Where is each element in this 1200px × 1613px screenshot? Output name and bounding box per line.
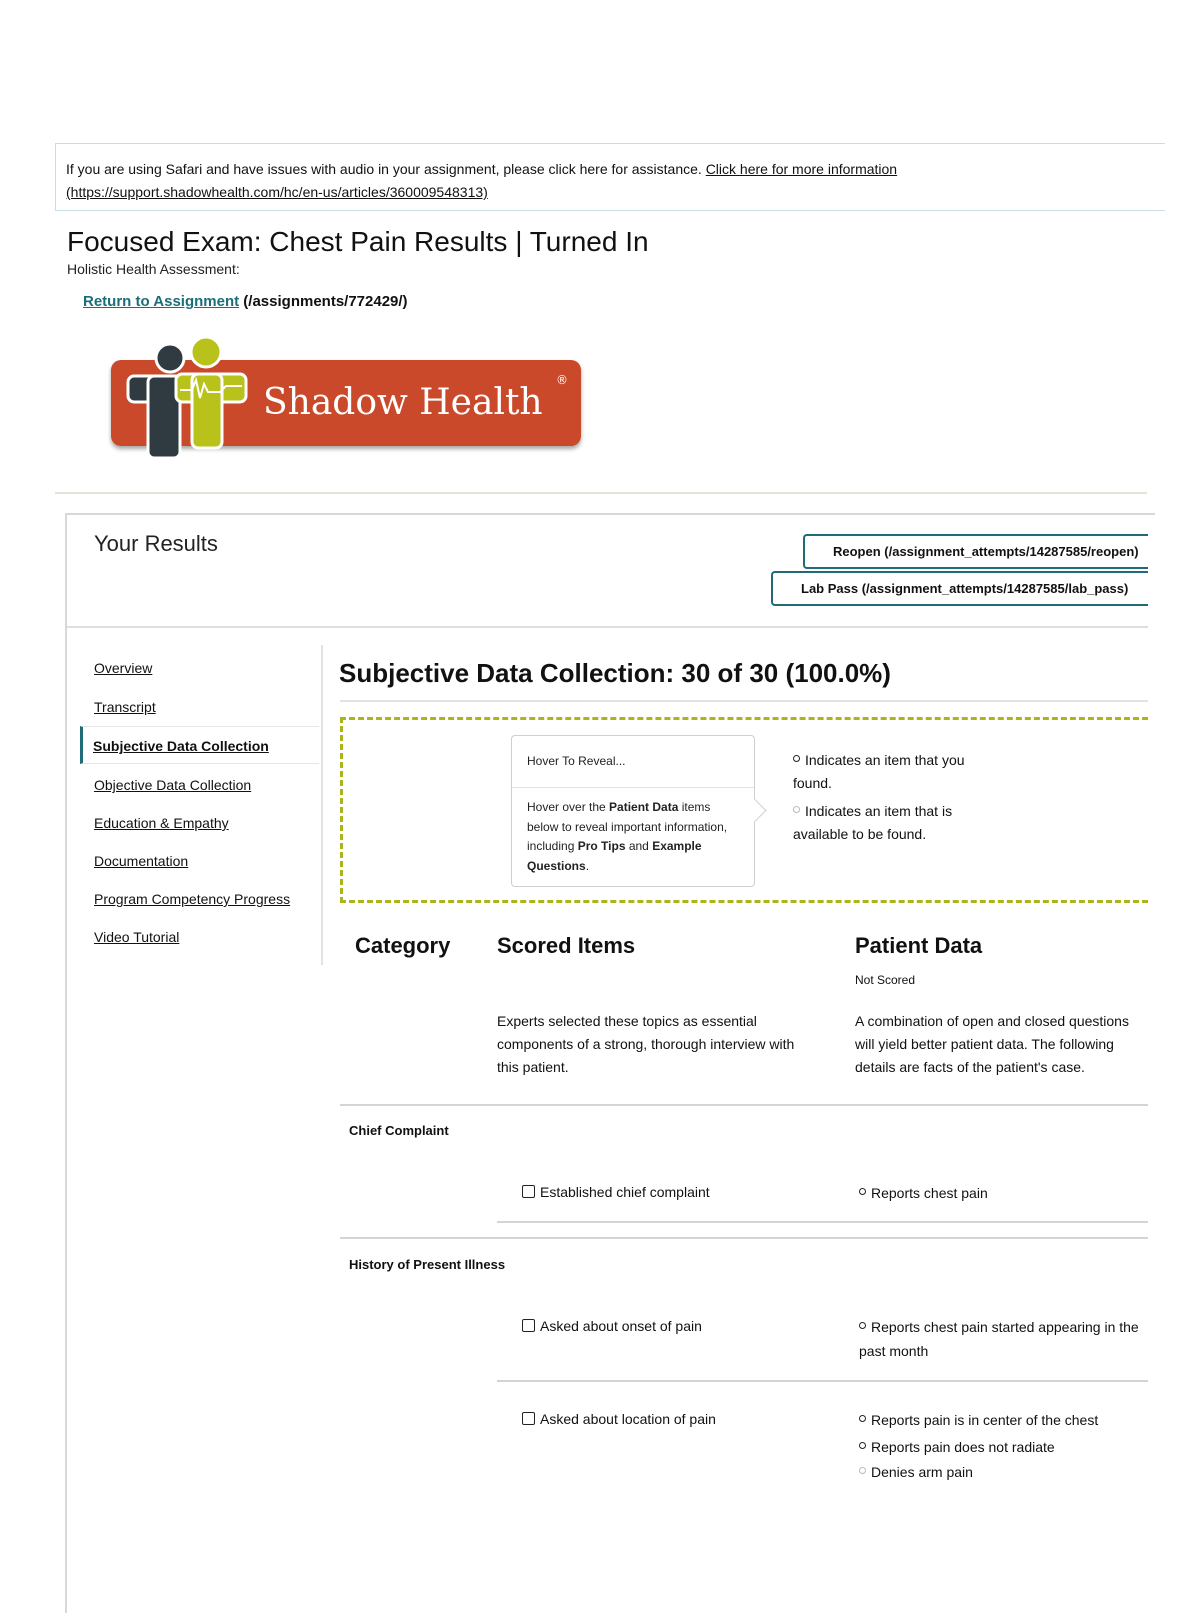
- tooltip-body: Hover over the Patient Data items below to reveal important information, including Pro Tips and Example Questions.: [527, 800, 728, 873]
- notice-text: If you are using Safari and have issues with audio in your assignment, please click here for assistance.: [66, 161, 702, 177]
- sidebar-item-education-empathy[interactable]: Education & Empathy: [94, 815, 229, 831]
- available-indicator-icon: [859, 1467, 866, 1474]
- sidebar-item-overview[interactable]: Overview: [94, 660, 153, 676]
- column-category: Category: [355, 933, 451, 958]
- return-link[interactable]: Return to Assignment: [83, 293, 240, 310]
- category-chief-complaint: Chief Complaint: [349, 1123, 449, 1138]
- results-header-divider: [67, 626, 1148, 628]
- logo-registered-mark: ®: [556, 373, 568, 387]
- found-indicator-icon: [859, 1415, 866, 1422]
- not-scored-label: Not Scored: [855, 973, 916, 987]
- available-indicator-icon: [793, 806, 800, 813]
- page-subtitle: Holistic Health Assessment:: [67, 261, 240, 277]
- column-patient-data: Patient Data: [855, 933, 983, 958]
- sidebar-item-documentation[interactable]: Documentation: [94, 853, 189, 869]
- sidebar-item-subjective-data-collection[interactable]: Subjective Data Collection: [80, 726, 319, 764]
- found-indicator-icon: [793, 755, 800, 762]
- sidebar-item-video-tutorial[interactable]: Video Tutorial: [94, 929, 180, 945]
- shadow-health-logo: [108, 336, 588, 466]
- patient-data-item[interactable]: Reports pain does not radiate: [859, 1435, 1148, 1459]
- scored-item: Established chief complaint: [522, 1184, 710, 1200]
- logo-text: Shadow Health: [263, 382, 543, 423]
- page-title: Focused Exam: Chest Pain Results | Turned In: [67, 226, 649, 257]
- return-path: (/assignments/772429/): [243, 293, 408, 310]
- row-divider: [497, 1380, 1148, 1382]
- category-history-of-present-illness: History of Present Illness: [349, 1257, 506, 1272]
- sidebar-item-transcript[interactable]: Transcript: [94, 699, 156, 715]
- safari-notice: [55, 143, 1165, 211]
- return-to-assignment[interactable]: [83, 293, 408, 310]
- section-title-divider: [340, 700, 1148, 702]
- row-divider: [497, 1221, 1148, 1223]
- scored-items-description: Experts selected these topics as essential components of a strong, thorough interview with this patient.: [497, 1013, 795, 1075]
- sidebar-nav: [67, 645, 323, 965]
- patient-data-item[interactable]: Reports chest pain: [859, 1181, 1148, 1205]
- results-heading: Your Results: [94, 531, 218, 556]
- more-info-link[interactable]: Click here for more information (https://support.shadowhealth.com/hc/en-us/articles/360009548313): [66, 161, 898, 200]
- legend-found: Indicates an item that you found.: [793, 752, 965, 791]
- lab-pass-button[interactable]: Lab Pass (/assignment_attempts/14287585/lab_pass): [771, 571, 1148, 606]
- hover-tooltip: [511, 735, 755, 887]
- category-divider: [340, 1237, 1148, 1239]
- legend-available: Indicates an item that is available to be found.: [793, 803, 953, 842]
- checkbox-icon: [522, 1319, 535, 1332]
- patient-data-description: A combination of open and closed questions will yield better patient data. The following details are facts of the patient's case.: [855, 1013, 1129, 1075]
- checkbox-icon: [522, 1185, 535, 1198]
- found-indicator-icon: [859, 1188, 866, 1195]
- tooltip-head: Hover To Reveal...: [512, 736, 754, 788]
- found-indicator-icon: [859, 1442, 866, 1449]
- scored-item: Asked about location of pain: [522, 1411, 716, 1427]
- reopen-button[interactable]: Reopen (/assignment_attempts/14287585/reopen): [803, 534, 1148, 569]
- header-divider: [55, 492, 1147, 494]
- patient-data-item[interactable]: Reports chest pain started appearing in the past month: [859, 1319, 1139, 1359]
- category-divider: [340, 1104, 1148, 1106]
- found-indicator-icon: [859, 1322, 866, 1329]
- checkbox-icon: [522, 1412, 535, 1425]
- patient-data-item[interactable]: Denies arm pain: [859, 1460, 1148, 1484]
- scored-item: Asked about onset of pain: [522, 1318, 702, 1334]
- sidebar-item-objective-data-collection[interactable]: Objective Data Collection: [94, 777, 252, 793]
- section-title: Subjective Data Collection: 30 of 30 (100.0%): [339, 658, 891, 688]
- patient-data-item[interactable]: Reports pain is in center of the chest: [859, 1408, 1148, 1432]
- sidebar-item-program-competency-progress[interactable]: Program Competency Progress: [94, 891, 291, 907]
- column-scored-items: Scored Items: [497, 933, 636, 958]
